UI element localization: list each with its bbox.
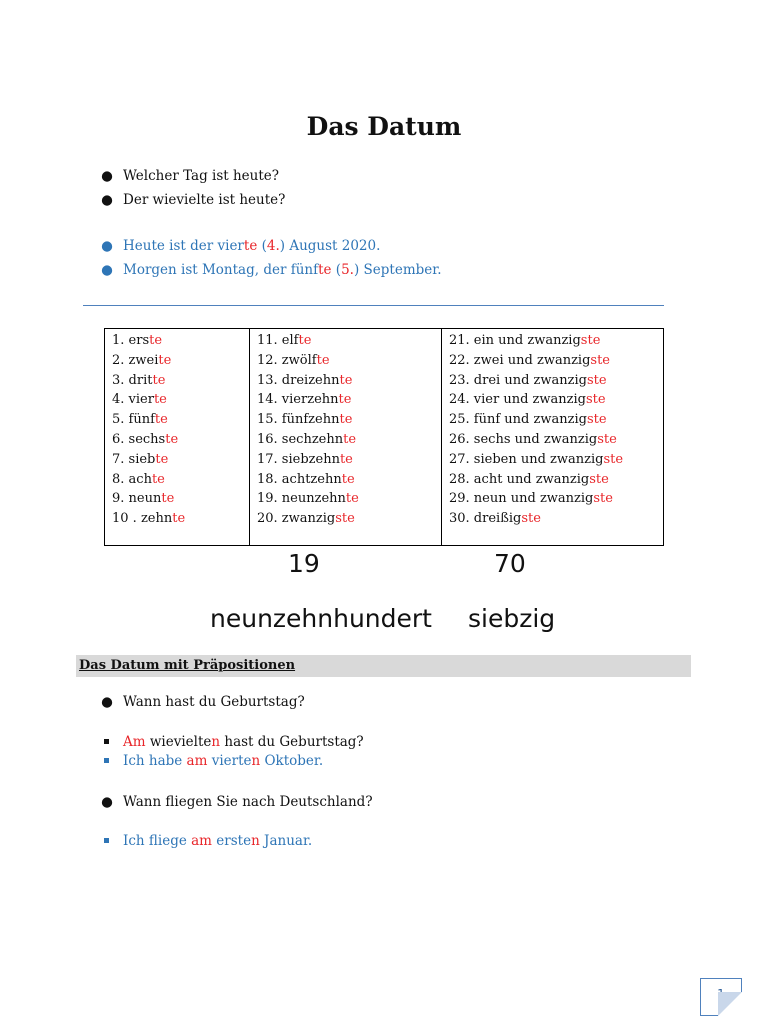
ordinal-item	[112, 450, 243, 470]
ordinal-ending: ste	[586, 372, 607, 388]
round-bullet-icon: ●	[101, 238, 113, 254]
question-text: Wann fliegen Sie nach Deutschland?	[123, 794, 373, 810]
ordinal-stem: 5. fünf	[112, 412, 155, 428]
ordinal-ending: te	[151, 471, 165, 487]
highlight-ending: am	[191, 833, 212, 849]
text-run: vierte	[207, 753, 252, 769]
ordinal-stem: 21. ein und zwanzig	[449, 333, 581, 348]
text-run: erste	[211, 833, 252, 849]
ordinal-stem: 24. vier und zwanzig	[449, 392, 586, 408]
ordinal-ending: ste	[590, 352, 610, 368]
year-word-first: neunzehnhundert	[210, 604, 432, 633]
highlight-ending: n	[211, 734, 221, 750]
ordinal-ending: te	[339, 372, 353, 388]
text-run: Januar.	[259, 833, 313, 849]
horizontal-rule	[83, 305, 664, 306]
highlight-ending: n	[251, 833, 260, 849]
ordinal-item	[257, 371, 435, 391]
ordinal-stem: 10 . zehn	[112, 511, 173, 527]
ordinal-ending: te	[345, 491, 359, 507]
ordinal-ending: te	[155, 451, 169, 467]
highlight-ending: 4.	[266, 238, 280, 254]
ordinal-item	[257, 509, 435, 529]
ordinal-ending: te	[339, 451, 353, 467]
ordinal-ending: te	[165, 431, 179, 447]
page-curl-icon	[718, 992, 742, 1016]
ordinal-item	[449, 470, 657, 490]
question-text: Der wievielte ist heute?	[123, 192, 286, 208]
ordinal-stem: 16. sechzehn	[257, 431, 344, 447]
ordinal-stem: 19. neunzehn	[257, 491, 346, 507]
section-heading-bar	[76, 655, 691, 677]
ordinal-stem: 15. fünfzehn	[257, 412, 340, 428]
year-number-second: 70	[494, 549, 526, 578]
ordinal-item	[112, 489, 243, 509]
highlight-ending: am	[186, 753, 208, 769]
text-run: wievielte	[145, 734, 212, 750]
ordinal-stem: 13. dreizehn	[257, 372, 340, 388]
highlight-ending: te	[318, 262, 332, 278]
round-bullet-icon: ●	[101, 168, 113, 184]
ordinal-item	[449, 371, 657, 391]
question-text: Wann hast du Geburtstag?	[123, 694, 305, 710]
ordinal-item	[257, 430, 435, 450]
ordinal-item	[449, 331, 657, 351]
follow-question-text	[123, 734, 364, 750]
ordinal-stem: 3. drit	[112, 372, 153, 388]
ordinal-item	[112, 470, 243, 490]
answer-text	[123, 262, 442, 278]
text-run: hast du Geburtstag?	[220, 734, 364, 750]
ordinal-item	[257, 351, 435, 371]
ordinal-stem: 22. zwei und zwanzig	[449, 352, 591, 368]
square-bullet-icon	[104, 739, 109, 744]
ordinal-stem: 6. sechs	[112, 431, 166, 447]
ordinal-stem: 30. dreißig	[449, 511, 522, 527]
ordinal-ending: te	[316, 352, 330, 368]
ordinal-ending: te	[338, 392, 352, 408]
answer-text	[123, 833, 312, 849]
highlight-ending: 5.	[341, 262, 354, 278]
ordinal-item	[449, 489, 657, 509]
ordinal-ending: ste	[603, 451, 624, 467]
ordinal-item	[112, 371, 243, 391]
ordinal-stem: 27. sieben und zwanzig	[449, 451, 604, 467]
answer-text	[123, 753, 323, 769]
square-bullet-icon	[104, 758, 109, 763]
ordinal-ending: te	[161, 491, 175, 507]
ordinal-ending: te	[158, 352, 172, 368]
ordinal-stem: 23. drei und zwanzig	[449, 372, 587, 388]
ordinal-ending: ste	[593, 491, 613, 507]
ordinal-item	[112, 390, 243, 410]
ordinal-stem: 14. vierzehn	[257, 392, 339, 408]
ordinal-stem: 28. acht und zwanzig	[449, 471, 590, 487]
ordinal-stem: 18. achtzehn	[257, 471, 342, 487]
ordinal-table	[104, 328, 664, 546]
ordinal-item	[112, 430, 243, 450]
ordinal-ending: ste	[580, 333, 601, 348]
text-run: Ich fliege	[123, 833, 192, 849]
text-run: Oktober.	[260, 753, 324, 769]
page-number-box	[700, 978, 742, 1016]
ordinal-item	[112, 410, 243, 430]
ordinal-stem: 7. sieb	[112, 451, 156, 467]
page-number: 1	[717, 987, 725, 1001]
ordinal-item	[449, 351, 657, 371]
text-run: (	[257, 238, 267, 254]
text-run: Morgen ist Montag, der fünf	[123, 262, 319, 278]
ordinal-ending: te	[298, 333, 312, 348]
ordinal-stem: 11. elf	[257, 333, 299, 348]
round-bullet-icon: ●	[101, 262, 113, 278]
square-bullet-icon	[104, 838, 109, 843]
ordinal-item	[449, 450, 657, 470]
ordinal-ending: ste	[335, 511, 355, 527]
ordinal-ending: te	[149, 333, 163, 348]
ordinal-item	[257, 331, 435, 351]
ordinal-stem: 1. ers	[112, 333, 150, 348]
section-heading: Das Datum mit Präpositionen	[79, 658, 296, 673]
ordinal-item	[449, 390, 657, 410]
page-title: Das Datum	[306, 112, 462, 141]
ordinal-stem: 20. zwanzig	[257, 511, 336, 527]
ordinal-item	[257, 450, 435, 470]
ordinal-ending: te	[341, 471, 355, 487]
ordinal-stem: 25. fünf und zwanzig	[449, 412, 587, 428]
year-word-second: siebzig	[468, 604, 556, 633]
ordinal-stem: 29. neun und zwanzig	[449, 491, 594, 507]
ordinal-stem: 17. siebzehn	[257, 451, 340, 467]
highlight-ending: te	[243, 238, 258, 254]
ordinal-stem: 26. sechs und zwanzig	[449, 431, 598, 447]
ordinal-item	[257, 489, 435, 509]
ordinal-item	[112, 509, 243, 529]
text-run: Heute ist der vier	[123, 238, 244, 254]
ordinal-item	[257, 470, 435, 490]
ordinal-item	[449, 430, 657, 450]
ordinal-item	[112, 351, 243, 371]
question-text: Welcher Tag ist heute?	[123, 168, 280, 184]
ordinal-column-2	[250, 329, 442, 546]
ordinal-ending: ste	[597, 431, 617, 447]
highlight-ending: Am	[123, 734, 146, 750]
answer-text	[123, 238, 380, 254]
text-run: ) September.	[353, 262, 442, 278]
ordinal-ending: ste	[521, 511, 541, 527]
text-run: Ich habe	[123, 753, 187, 769]
ordinal-column-3	[442, 329, 664, 546]
ordinal-ending: te	[343, 431, 357, 447]
ordinal-item	[449, 509, 657, 529]
round-bullet-icon: ●	[101, 192, 113, 208]
ordinal-ending: ste	[589, 471, 609, 487]
ordinal-stem: 9. neun	[112, 491, 162, 507]
round-bullet-icon: ●	[101, 694, 113, 710]
ordinal-item	[449, 410, 657, 430]
ordinal-item	[257, 410, 435, 430]
text-run: ) August 2020.	[279, 238, 381, 254]
ordinal-ending: te	[172, 511, 186, 527]
ordinal-ending: te	[152, 372, 166, 388]
ordinal-ending: te	[153, 392, 167, 408]
ordinal-ending: ste	[586, 412, 607, 428]
year-number-first: 19	[288, 549, 320, 578]
ordinal-item	[112, 331, 243, 351]
ordinal-column-1	[105, 329, 250, 546]
ordinal-stem: 2. zwei	[112, 352, 159, 368]
highlight-ending: n	[251, 753, 261, 769]
ordinal-ending: te	[154, 412, 168, 428]
ordinal-ending: ste	[585, 392, 606, 408]
ordinal-stem: 8. ach	[112, 471, 152, 487]
ordinal-stem: 4. vier	[112, 392, 154, 408]
text-run: (	[331, 262, 342, 278]
round-bullet-icon: ●	[101, 794, 113, 810]
ordinal-ending: te	[339, 412, 353, 428]
ordinal-stem: 12. zwölf	[257, 352, 317, 368]
ordinal-item	[257, 390, 435, 410]
